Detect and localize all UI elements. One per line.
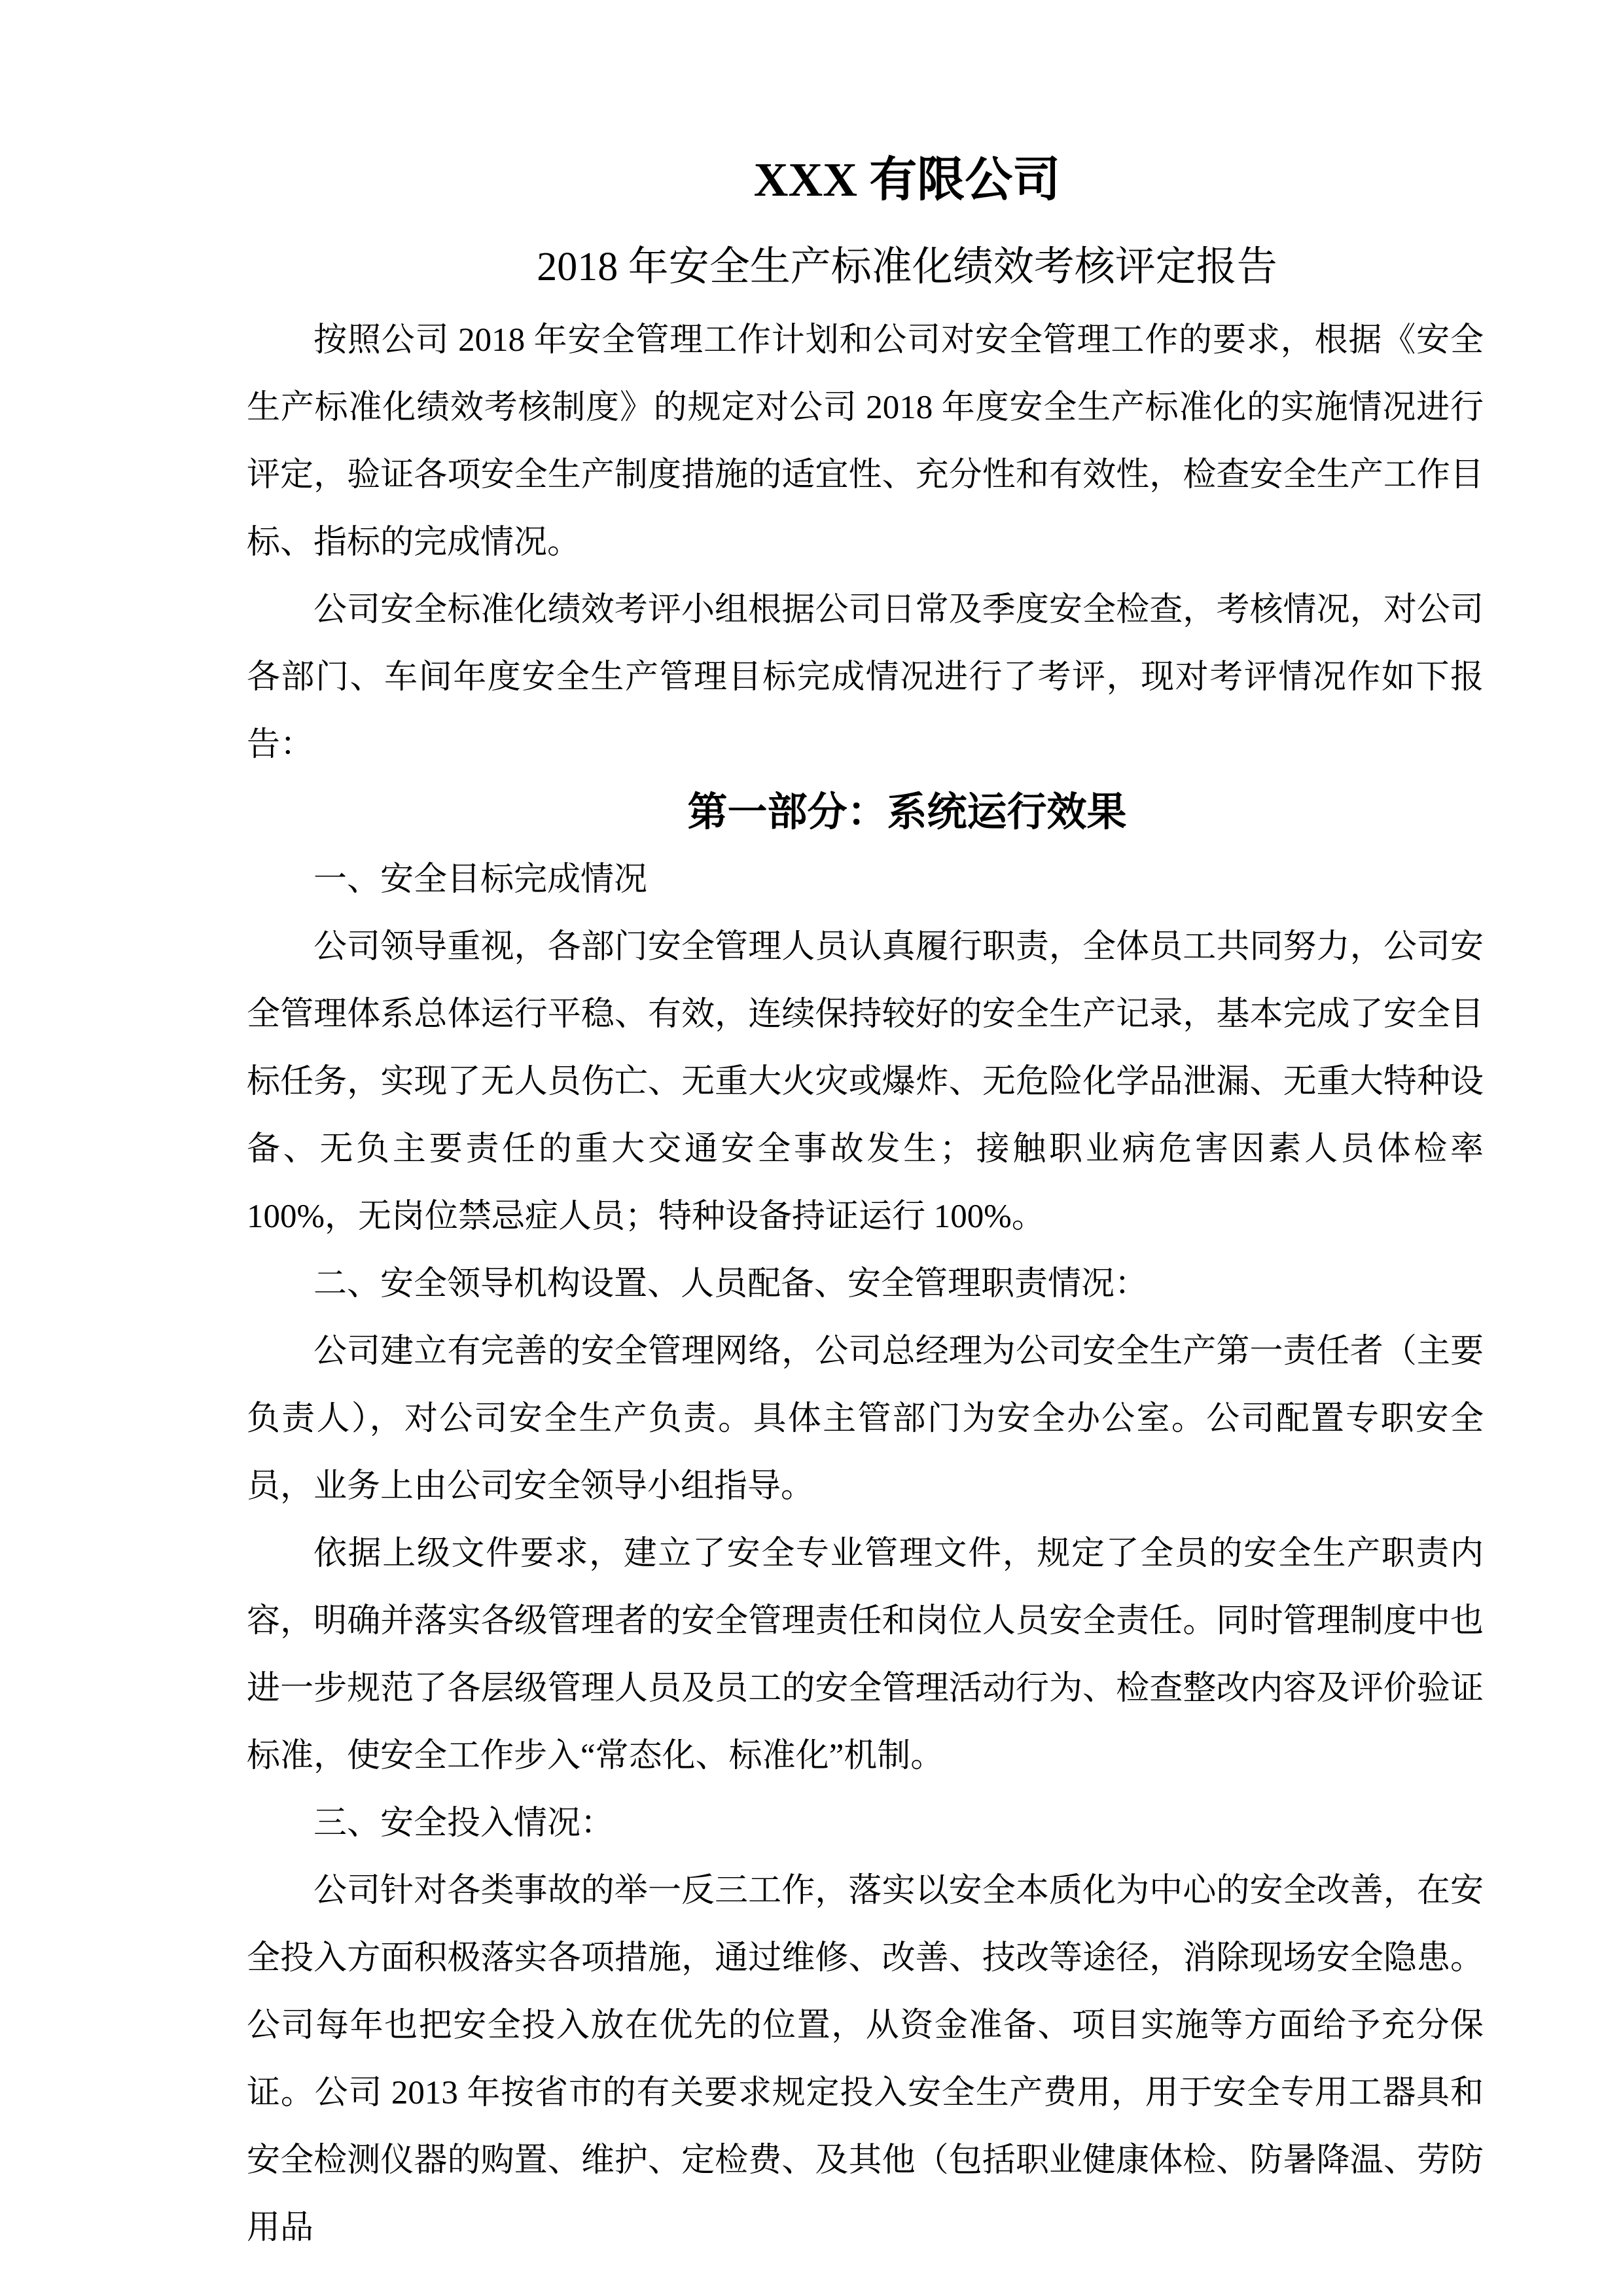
- paragraph-safety-investment-details: 公司针对各类事故的举一反三工作，落实以安全本质化为中心的安全改善，在安全投入方面积极落实各项措施，通过维修、改善、技改等途径，消除现场安全隐患。公司每年也把安全投入放在优先的位置，从资金准备、项目实施等方面给予充分保证。公司 2013 年按省市的有关要求规定投入安全生产费用，用于安全专用工器具和安全检测仪器的购置、维护、定检费、及其他（包括职业健康体检、防暑降温、劳防用品: [247, 1873, 1484, 2246]
- subheading-leadership-organization: 二、安全领导机构设置、人员配备、安全管理职责情况：: [313, 1266, 1149, 1302]
- paragraph-review-group: 公司安全标准化绩效考评小组根据公司日常及季度安全检查，考核情况，对公司各部门、车间年度安全生产管理目标完成情况进行了考评，现对考评情况作如下报告：: [247, 592, 1484, 763]
- paragraph-safety-goal-details: 公司领导重视，各部门安全管理人员认真履行职责，全体员工共同努力，公司安全管理体系总体运行平稳、有效，连续保持较好的安全生产记录，基本完成了安全目标任务，实现了无人员伤亡、无重大火灾或爆炸、无危险化学品泄漏、无重大特种设备、无负主要责任的重大交通安全事故发生；接触职业病危害因素人员体检率 100%，无岗位禁忌症人员；特种设备持证运行 100%。: [247, 929, 1484, 1235]
- document-content: [247, 153, 1484, 2262]
- document-body: [247, 307, 1484, 2262]
- paragraph-management-documents: 依据上级文件要求，建立了安全专业管理文件，规定了全员的安全生产职责内容，明确并落实各级管理者的安全管理责任和岗位人员安全责任。同时管理制度中也进一步规范了各层级管理人员及员工的安全管理活动行为、检查整改内容及评价验证标准，使安全工作步入“常态化、标准化”机制。: [247, 1535, 1484, 1774]
- subheading-safety-goal-completion: 一、安全目标完成情况: [313, 861, 648, 898]
- section-heading-part-one: 第一部分：系统运行效果: [687, 791, 1127, 834]
- document-subtitle: 2018 年安全生产标准化绩效考核评定报告: [537, 245, 1277, 289]
- subheading-safety-investment: 三、安全投入情况：: [313, 1805, 615, 1842]
- document-title: XXX 有限公司: [753, 153, 1061, 206]
- paragraph-management-network: 公司建立有完善的安全管理网络，公司总经理为公司安全生产第一责任者（主要负责人），对公司安全生产负责。具体主管部门为安全办公室。公司配置专职安全员，业务上由公司安全领导小组指导。: [247, 1333, 1484, 1505]
- paragraph-assessment-basis: 按照公司 2018 年安全管理工作计划和公司对安全管理工作的要求，根据《安全生产标准化绩效考核制度》的规定对公司 2018 年度安全生产标准化的实施情况进行评定，验证各项安全生产制度措施的适宜性、充分性和有效性，检查安全生产工作目标、指标的完成情况。: [247, 322, 1484, 561]
